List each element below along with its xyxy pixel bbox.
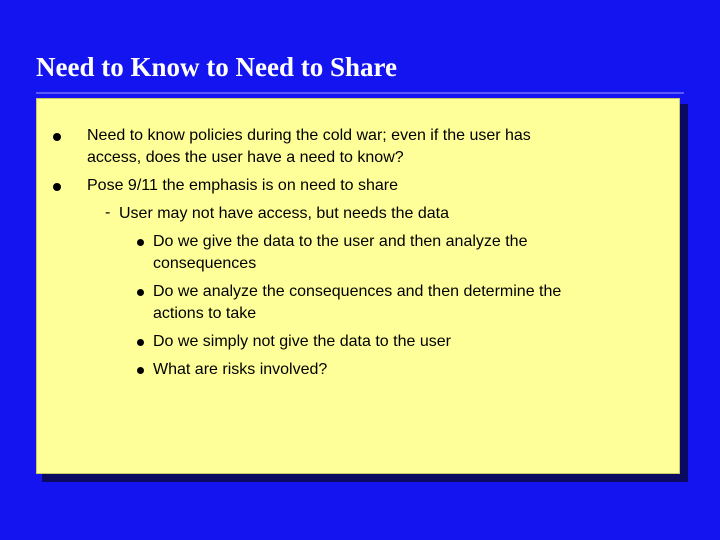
sub-sub-bullet-dot	[137, 367, 144, 374]
sub-sub-bullet-2-line-2: actions to take	[153, 305, 257, 322]
sub-sub-bullet-dot	[137, 239, 144, 246]
sub-sub-bullet-1-line-2: consequences	[153, 255, 257, 272]
content-box	[36, 98, 680, 474]
bullet-dot	[53, 183, 61, 191]
title-divider	[36, 92, 684, 94]
sub-bullet-text: User may not have access, but needs the data	[119, 205, 449, 222]
bullet-2-line-1: Pose 9/11 the emphasis is on need to share	[87, 177, 399, 194]
sub-sub-bullet-1-line-1: Do we give the data to the user and then analyze the	[153, 233, 528, 250]
sub-sub-bullet-3-line-1: Do we simply not give the data to the user	[153, 333, 451, 350]
sub-bullet-dash: -	[105, 204, 111, 221]
sub-sub-bullet-dot	[137, 289, 144, 296]
slide-title: Need to Know to Need to Share	[36, 52, 397, 82]
bullet-1-line-2: access, does the user have a need to know?	[87, 149, 404, 166]
sub-sub-bullet-dot	[137, 339, 144, 346]
bullet-dot	[53, 133, 61, 141]
sub-sub-bullet-4-line-1: What are risks involved?	[153, 361, 328, 378]
sub-sub-bullet-2-line-1: Do we analyze the consequences and then determine the	[153, 283, 562, 300]
bullet-1-line-1: Need to know policies during the cold war; even if the user has	[87, 127, 531, 144]
